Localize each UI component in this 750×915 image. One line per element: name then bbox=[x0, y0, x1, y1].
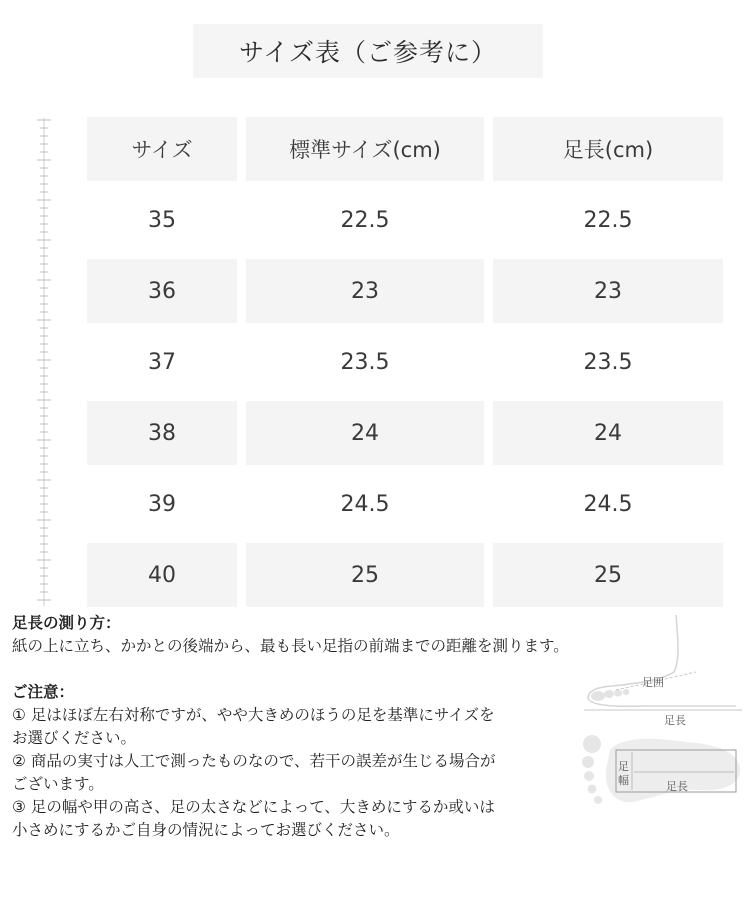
header-size: サイズ bbox=[87, 117, 237, 181]
measure-text: 紙の上に立ち、かかとの後端から、最も長い足指の前端までの距離を測ります。 bbox=[12, 637, 569, 655]
note-line: 小さめにするかご自身の情況によってお選びください。 bbox=[12, 821, 400, 839]
note-line: ございます。 bbox=[12, 775, 104, 793]
table-row bbox=[87, 185, 723, 256]
cell-foot-length: 23 bbox=[493, 259, 723, 323]
table-row bbox=[87, 327, 723, 398]
measure-heading: 足長の測り方： bbox=[12, 614, 121, 632]
foot-measurement-diagram bbox=[576, 610, 748, 830]
cell-standard-size: 23.5 bbox=[340, 349, 390, 375]
cell-standard-size: 24 bbox=[246, 401, 484, 465]
page-title: サイズ表（ご参考に） bbox=[193, 24, 543, 78]
table-row bbox=[87, 540, 723, 611]
table-header-row bbox=[87, 114, 723, 185]
toe-icon bbox=[591, 691, 605, 701]
cell-standard-size: 24.5 bbox=[340, 491, 390, 517]
note-line: ① 足はほぼ左右対称ですが、やや大きめのほうの足を基準にサイズを bbox=[12, 706, 495, 724]
header-standard-size: 標準サイズ(cm) bbox=[246, 117, 484, 181]
toe-print-icon bbox=[594, 796, 602, 804]
cell-foot-length: 23.5 bbox=[583, 349, 633, 375]
toe-icon bbox=[623, 689, 630, 695]
label-bottom-length: 足長 bbox=[666, 780, 688, 793]
cell-size: 36 bbox=[87, 259, 237, 323]
label-width-1: 足 bbox=[618, 760, 629, 773]
cell-foot-length: 24 bbox=[493, 401, 723, 465]
header-foot-length: 足長(cm) bbox=[493, 117, 723, 181]
toe-icon bbox=[614, 690, 622, 697]
notes-heading: ご注意： bbox=[12, 683, 75, 701]
note-line: お選びください。 bbox=[12, 729, 137, 747]
cell-foot-length: 25 bbox=[493, 543, 723, 607]
cell-size: 35 bbox=[148, 207, 176, 233]
note-line: ② 商品の実寸は人工で測ったものなので、若干の誤差が生じる場合が bbox=[12, 752, 496, 770]
toe-print-icon bbox=[584, 771, 594, 781]
toe-icon bbox=[604, 690, 614, 698]
label-foot-girth: 足囲 bbox=[642, 676, 664, 689]
instructions-section bbox=[12, 612, 582, 842]
table-row bbox=[87, 398, 723, 469]
cell-foot-length: 24.5 bbox=[583, 491, 633, 517]
toe-print-icon bbox=[582, 756, 594, 768]
note-line: ③ 足の幅や甲の高さ、足の太さなどによって、大きめにするか或いは bbox=[12, 798, 495, 816]
label-width-2: 幅 bbox=[618, 774, 629, 787]
table-row bbox=[87, 469, 723, 540]
table-row bbox=[87, 256, 723, 327]
cell-standard-size: 22.5 bbox=[340, 207, 390, 233]
cell-standard-size: 23 bbox=[246, 259, 484, 323]
cell-size: 38 bbox=[87, 401, 237, 465]
label-side-length: 足長 bbox=[664, 714, 686, 727]
size-table bbox=[87, 114, 723, 611]
ruler-graphic bbox=[28, 118, 60, 606]
cell-standard-size: 25 bbox=[246, 543, 484, 607]
cell-size: 37 bbox=[148, 349, 176, 375]
cell-foot-length: 22.5 bbox=[583, 207, 633, 233]
cell-size: 39 bbox=[148, 491, 176, 517]
toe-print-icon bbox=[583, 735, 601, 753]
cell-size: 40 bbox=[87, 543, 237, 607]
toe-print-icon bbox=[588, 785, 597, 794]
